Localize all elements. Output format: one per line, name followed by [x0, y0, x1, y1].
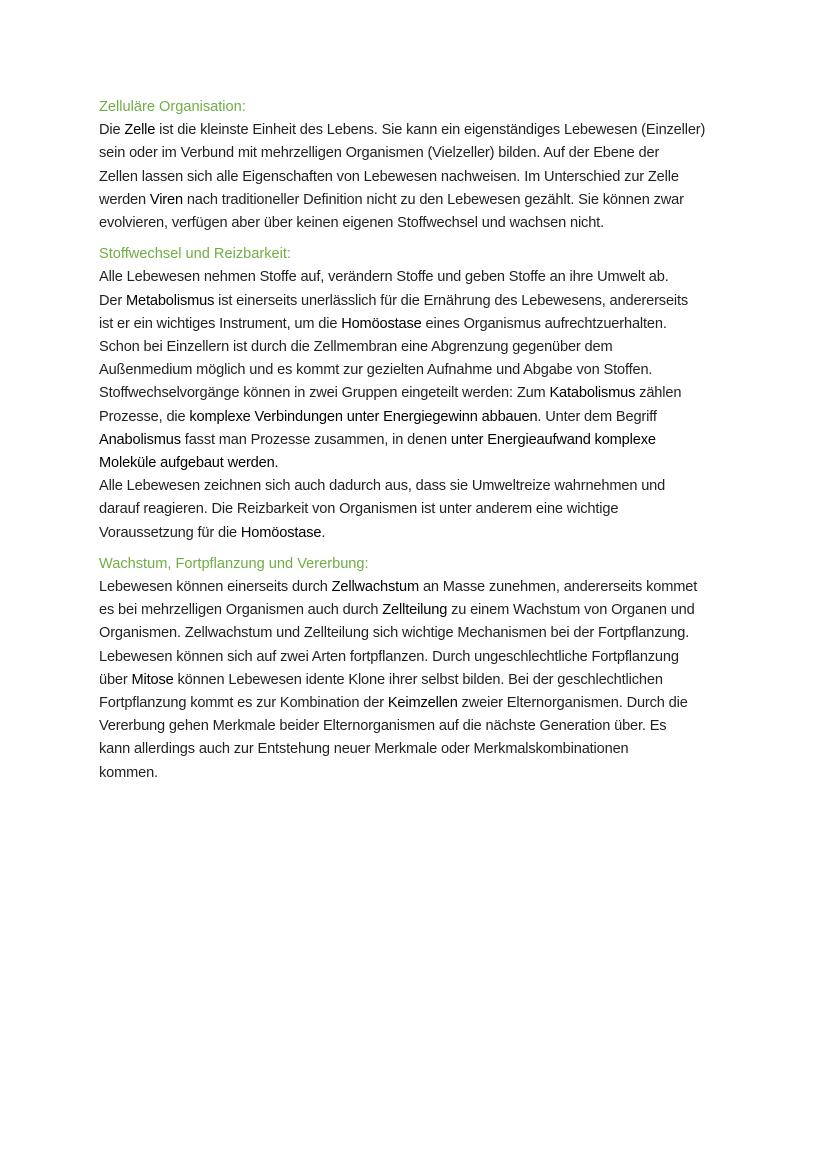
keyword: Metabolismus: [125, 292, 215, 309]
text-line: [99, 359, 739, 382]
text-segment: Organismen. Zellwachstum und Zellteilung sich wichtige Mechanismen bei der Fortpflanzung.: [99, 625, 690, 642]
text-line: [99, 290, 739, 313]
text-segment: kann allerdings auch zur Entstehung neuer Merkmale oder Merkmalskombinationen: [99, 741, 629, 758]
keyword: Zellwachstum: [331, 579, 420, 596]
text-segment: nach traditioneller Definition nicht zu den Lebewesen gezählt. Sie können zwar: [182, 191, 684, 208]
text-line: [99, 692, 739, 715]
text-line: [99, 336, 739, 359]
text-segment: evolvieren, verfügen aber über keinen eigenen Stoffwechsel und wachsen nicht.: [99, 215, 604, 232]
section-heading: Wachstum, Fortpflanzung und Vererbung:: [99, 555, 369, 572]
text-segment: Alle Lebewesen zeichnen sich auch dadurch aus, dass sie Umweltreize wahrnehmen und: [99, 478, 666, 495]
text-segment: sein oder im Verbund mit mehrzelligen Organismen (Vielzeller) bilden. Auf der Ebene der: [99, 145, 660, 162]
text-line: [99, 119, 739, 142]
text-segment: Schon bei Einzellern ist durch die Zellmembran eine Abgrenzung gegenüber dem: [99, 339, 613, 356]
keyword: komplexe Verbindungen unter Energiegewinn abbauen: [189, 408, 538, 425]
keyword: Mitose: [131, 671, 174, 688]
keyword: Zelle: [124, 122, 156, 139]
text-segment: Fortpflanzung kommt es zur Kombination der: [99, 695, 388, 712]
text-segment: Lebewesen können sich auf zwei Arten fortpflanzen. Durch ungeschlechtliche Fortpflanzung: [99, 648, 679, 665]
keyword: Homöostase: [240, 524, 322, 541]
text-line: [99, 622, 739, 645]
text-line: [99, 382, 739, 405]
text-line: [99, 715, 739, 738]
text-line: [99, 452, 739, 475]
text-segment: Voraussetzung für die: [99, 524, 241, 541]
text-segment: fasst man Prozesse zusammen, in denen: [180, 431, 451, 448]
text-line: [99, 212, 739, 235]
text-line: [99, 429, 739, 452]
text-line: [99, 669, 739, 692]
text-line: [99, 762, 739, 785]
paragraph: [99, 266, 739, 475]
text-line: [99, 646, 739, 669]
text-line: [99, 576, 739, 599]
keyword: Keimzellen: [387, 695, 458, 712]
text-segment: Die: [99, 122, 125, 139]
text-line: [99, 313, 739, 336]
text-segment: es bei mehrzelligen Organismen auch durch: [99, 602, 383, 619]
keyword: unter Energieaufwand komplexe: [450, 431, 656, 448]
text-segment: ist die kleinste Einheit des Lebens. Sie kann ein eigenständiges Lebewesen (Einzeller): [155, 122, 706, 139]
section: [99, 243, 739, 545]
text-segment: an Masse zunehmen, andererseits kommet: [419, 579, 698, 596]
text-segment: zweier Elternorganismen. Durch die: [457, 695, 688, 712]
section: [99, 96, 739, 235]
text-segment: darauf reagieren. Die Reizbarkeit von Organismen ist unter anderem eine wichtige: [99, 501, 619, 518]
text-line: [99, 166, 739, 189]
text-segment: Der: [99, 292, 126, 309]
keyword: Moleküle aufgebaut werden.: [99, 455, 279, 472]
keyword: Viren: [149, 191, 183, 208]
text-segment: werden: [99, 191, 150, 208]
paragraph: [99, 475, 739, 545]
text-segment: Zellen lassen sich alle Eigenschaften von Lebewesen nachweisen. Im Unterschied zur Zelle: [99, 168, 679, 185]
text-line: [99, 498, 739, 521]
section-heading: Zelluläre Organisation:: [99, 99, 246, 115]
text-line: [99, 475, 739, 498]
text-segment: Vererbung gehen Merkmale beider Elternorganismen auf die nächste Generation über. Es: [99, 718, 667, 735]
text-segment: kommen.: [99, 764, 158, 781]
text-segment: .: [321, 524, 326, 541]
text-segment: eines Organismus aufrechtzuerhalten.: [421, 315, 667, 332]
text-segment: über: [99, 671, 132, 688]
keyword: Katabolismus: [549, 385, 636, 402]
text-line: [99, 522, 739, 545]
text-segment: Prozesse, die: [99, 408, 190, 425]
keyword: Zellteilung: [382, 602, 448, 619]
text-segment: ist einerseits unerlässlich für die Ernährung des Lebewesens, andererseits: [214, 292, 689, 309]
paragraph: [99, 576, 739, 785]
text-line: [99, 738, 739, 761]
paragraph: [99, 119, 739, 235]
keyword: Homöostase: [341, 315, 422, 332]
text-segment: können Lebewesen idente Klone ihrer selbst bilden. Bei der geschlechtlichen: [173, 671, 663, 688]
section-heading: Stoffwechsel und Reizbarkeit:: [99, 246, 291, 263]
text-segment: . Unter dem Begriff: [537, 408, 657, 425]
text-segment: zu einem Wachstum von Organen und: [447, 602, 695, 619]
text-line: [99, 189, 739, 212]
text-segment: Alle Lebewesen nehmen Stoffe auf, verändern Stoffe und geben Stoffe an ihre Umwelt ab.: [99, 269, 669, 286]
text-segment: zählen: [635, 385, 682, 402]
text-line: [99, 266, 739, 289]
keyword: Anabolismus: [99, 431, 181, 448]
text-line: [99, 406, 739, 429]
text-line: [99, 142, 739, 165]
text-segment: ist er ein wichtiges Instrument, um die: [99, 315, 342, 332]
document-page: [99, 96, 739, 793]
section: [99, 553, 739, 785]
text-segment: Stoffwechselvorgänge können in zwei Gruppen eingeteilt werden: Zum: [99, 385, 550, 402]
text-segment: Außenmedium möglich und es kommt zur gezielten Aufnahme und Abgabe von Stoffen.: [99, 362, 653, 379]
text-line: [99, 599, 739, 622]
text-segment: Lebewesen können einerseits durch: [99, 579, 332, 596]
